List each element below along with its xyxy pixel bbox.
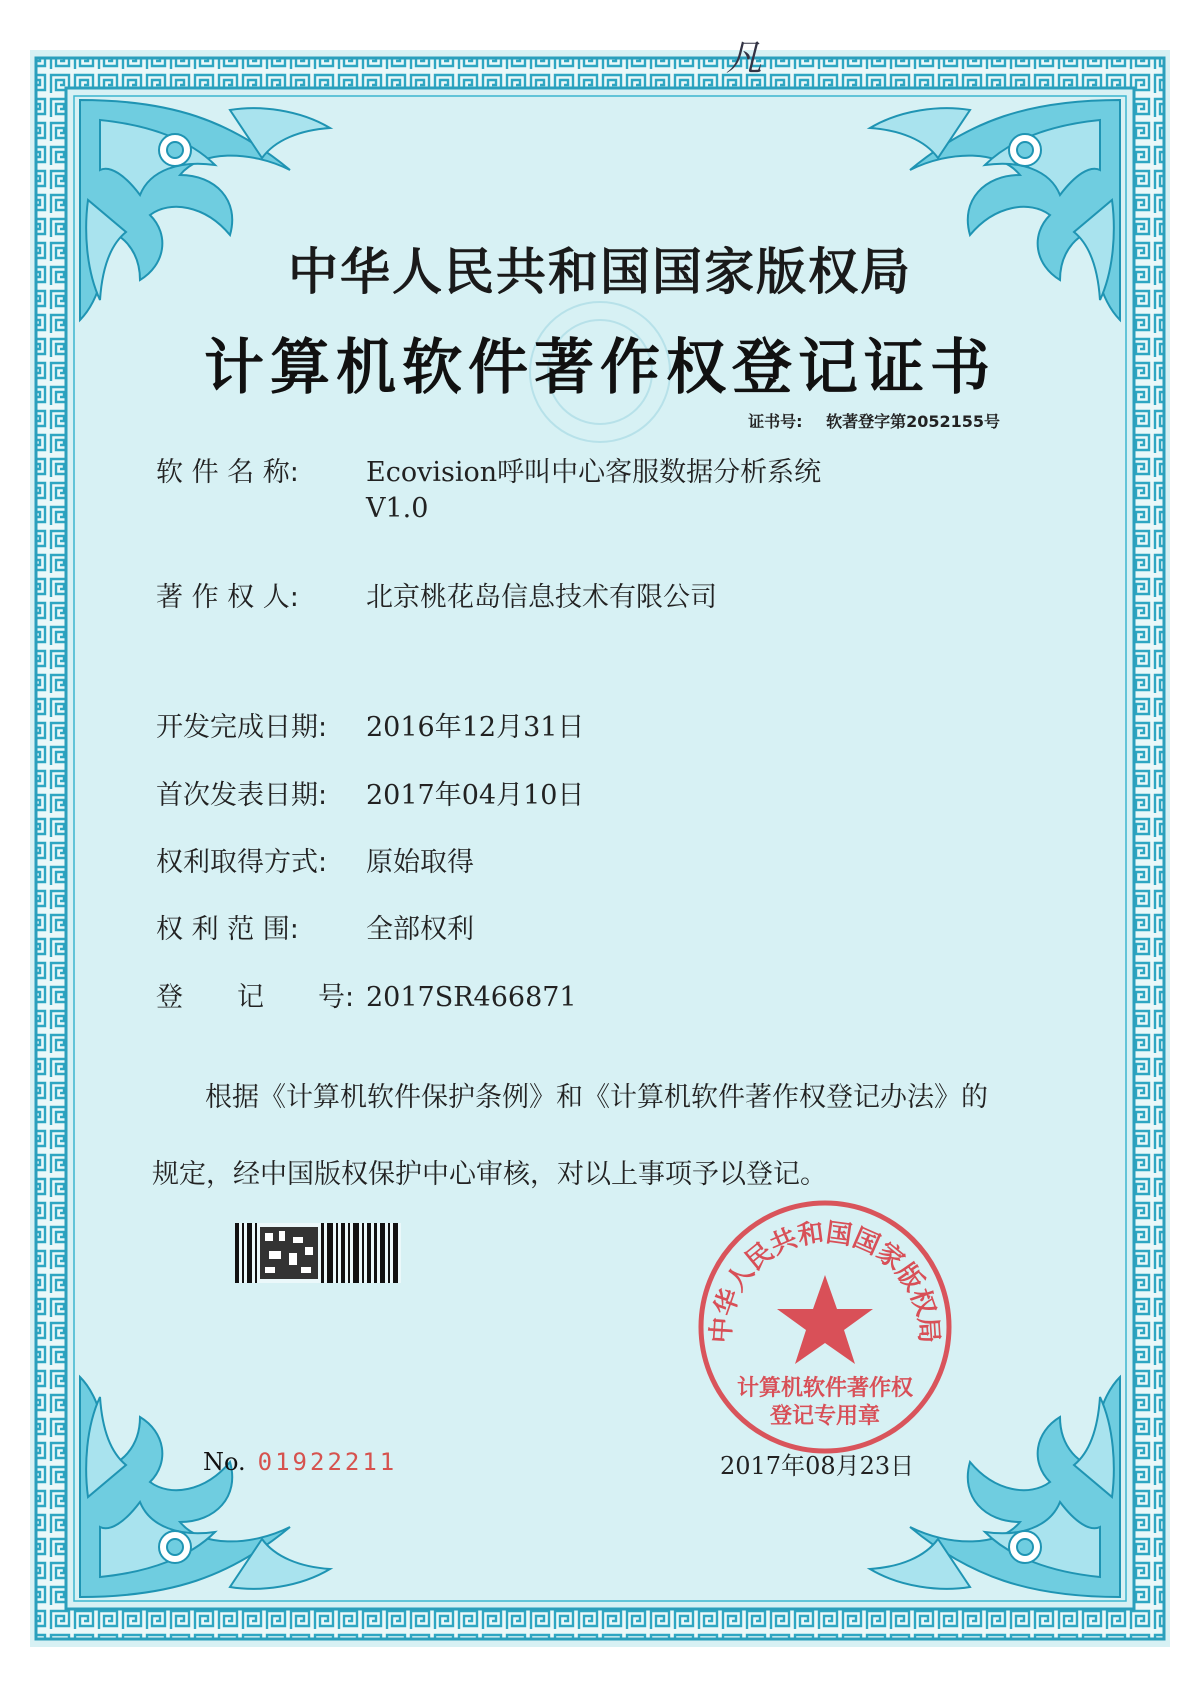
rights-scope: 全部权利 [366, 914, 474, 945]
barcode-icon [235, 1223, 401, 1283]
field-value [366, 778, 1006, 814]
registration-number: 2017SR466871 [366, 982, 577, 1013]
field-software-name [156, 455, 1006, 527]
certificate-number-label: 证书号: [748, 412, 803, 431]
field-value [366, 580, 1006, 616]
development-date: 2016年12月31日 [366, 712, 585, 743]
software-name-line1: Ecovision呼叫中心客服数据分析系统 [366, 457, 822, 488]
field-label: 权 利 范 围: [156, 914, 299, 945]
seal-center-line2: 登记专用章 [769, 1404, 881, 1429]
field-label: 软 件 名 称: [156, 457, 299, 488]
seal-ring-text: 中华人民共和国国家版权局 [706, 1217, 944, 1345]
field-label: 登 记 号: [156, 982, 355, 1013]
software-name-line2: V1.0 [366, 493, 429, 524]
publication-date: 2017年04月10日 [366, 780, 585, 811]
official-seal [695, 1197, 955, 1457]
certificate-number [748, 409, 1000, 432]
serial-number-value: 01922211 [257, 1448, 398, 1476]
certificate-title: 计算机软件著作权登记证书 [204, 333, 996, 403]
field-value [366, 455, 1006, 527]
certificate-number-value: 软著登字第2052155号 [826, 412, 1000, 431]
statement-line1: 根据《计算机软件保护条例》和《计算机软件著作权登记办法》的 [205, 1082, 988, 1113]
star-icon [777, 1275, 873, 1364]
field-development-date [156, 710, 1006, 746]
field-acquisition-method [156, 845, 1006, 881]
issuing-authority: 中华人民共和国国家版权局 [288, 243, 912, 301]
field-copyright-owner [156, 580, 1006, 616]
field-label: 著 作 权 人: [156, 582, 299, 613]
serial-number [203, 1448, 397, 1476]
field-rights-scope [156, 912, 1006, 948]
field-publication-date [156, 778, 1006, 814]
seal-center-line1: 计算机软件著作权 [736, 1376, 914, 1401]
field-value [366, 980, 1006, 1016]
field-label: 首次发表日期: [156, 780, 328, 811]
field-label: 权利取得方式: [156, 847, 328, 878]
field-value [366, 845, 1006, 881]
acquisition-method: 原始取得 [366, 847, 474, 878]
owner-name: 北京桃花岛信息技术有限公司 [366, 582, 717, 613]
handwritten-mark: 凡 [726, 38, 763, 79]
field-value [366, 912, 1006, 948]
serial-number-label: No. [203, 1448, 246, 1476]
field-label: 开发完成日期: [156, 712, 328, 743]
field-registration-number [156, 980, 1006, 1016]
field-value [366, 710, 1006, 746]
statement-line2: 规定，经中国版权保护中心审核，对以上事项予以登记。 [152, 1159, 827, 1190]
issue-date: 2017年08月23日 [720, 1452, 915, 1480]
